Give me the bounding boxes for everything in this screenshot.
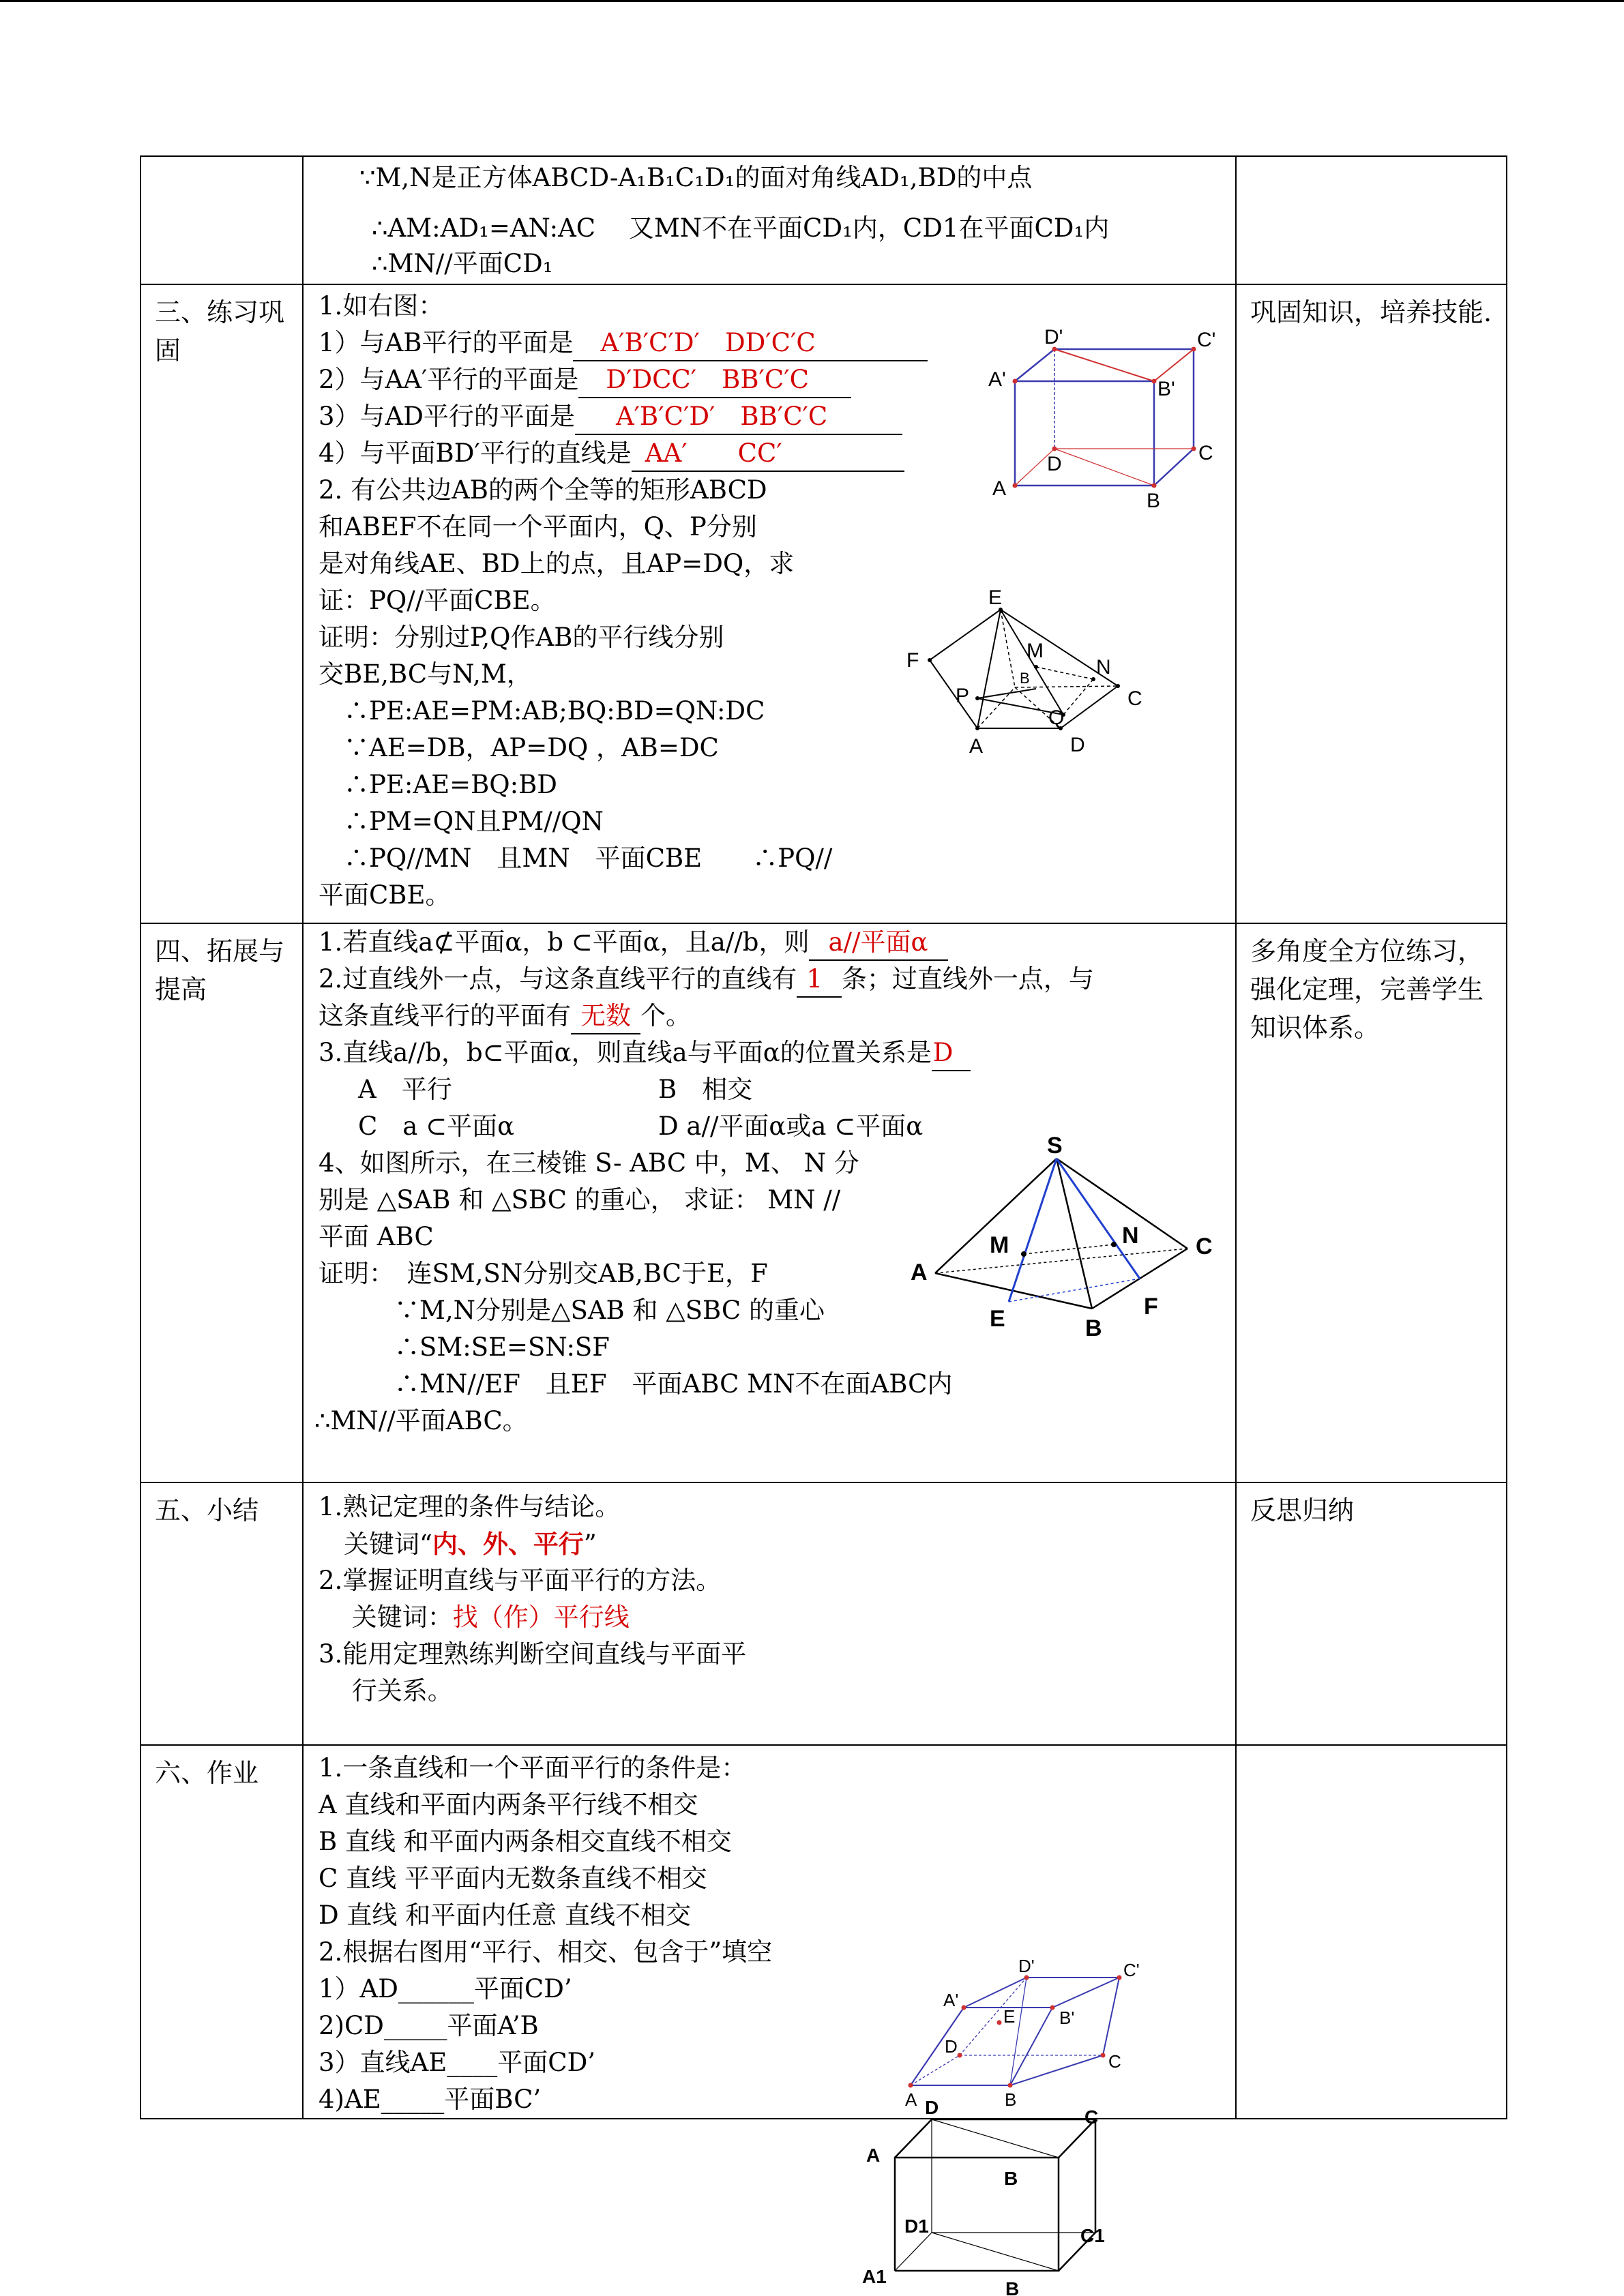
para-label: A	[905, 2089, 917, 2107]
row-side-cell	[1236, 156, 1507, 284]
top-border-line	[0, 0, 1624, 2]
hw-line: B 直线 和平面内两条相交直线不相交	[319, 1827, 732, 1856]
cube-label: D'	[1044, 326, 1063, 348]
side-note-summary: 反思归纳	[1250, 1495, 1355, 1525]
hw-line: 2.根据右图用“平行、相交、包含于”填空	[319, 1937, 773, 1967]
q2-line: 和ABEF不在同一个平面内，Q、P分别	[319, 512, 757, 541]
prism-label: F	[906, 649, 919, 672]
pyramid-label: S	[1047, 1133, 1063, 1159]
row-label-cell	[141, 284, 303, 923]
summary-line-4: 行关系。	[319, 1676, 453, 1705]
para-label: B'	[1059, 2008, 1075, 2028]
hw-line: C 直线 平平面内无数条直线不相交	[319, 1864, 707, 1893]
prism-label: C	[1127, 687, 1142, 710]
hw-line: D 直线 和平面内任意 直线不相交	[319, 1900, 691, 1930]
hw-line: A 直线和平面内两条平行线不相交	[319, 1790, 698, 1819]
cube-label: B'	[1157, 378, 1175, 400]
bottom-cube-label: A1	[862, 2266, 887, 2287]
pyramid-label: B	[1085, 1315, 1102, 1341]
prism-label: P	[956, 685, 970, 707]
q2-line: 证：PQ//平面CBE。	[319, 586, 556, 615]
para-label: D'	[1018, 1957, 1035, 1976]
row-content-cell	[303, 1482, 1236, 1745]
pyramid-label: F	[1144, 1294, 1158, 1320]
para-label: B	[1005, 2089, 1017, 2107]
prism-label: N	[1096, 656, 1111, 679]
q2-line: ∴PE:AE=BQ:BD	[319, 770, 557, 799]
cube-label: A'	[988, 368, 1006, 391]
cube-figure	[958, 319, 1231, 510]
ext-option-b: B 相交	[658, 1075, 753, 1104]
ext-q1: 1.若直线a⊄平面α，b ⊂平面α，且a//b，则 a//平面α	[319, 925, 948, 961]
bottom-cube-label: C1	[1080, 2225, 1105, 2246]
cube-label: B	[1147, 490, 1161, 510]
pyramid-label: E	[990, 1306, 1005, 1332]
pyramid-label: N	[1122, 1223, 1139, 1249]
q2-line: ∴PM=QN且PM//QN	[319, 807, 604, 836]
side-note-extension: 多角度全方位练习，强化定理，完善学生知识体系。	[1250, 936, 1484, 1043]
table-row-practice	[141, 284, 1507, 923]
hw-line: 1.一条直线和一个平面平行的条件是：	[319, 1753, 747, 1783]
para-label: A'	[943, 1990, 959, 2010]
ext-q4-line: 别是 △SAB 和 △SBC 的重心， 求证： MN //	[319, 1185, 841, 1214]
para-label: C'	[1123, 1960, 1140, 1980]
ext-q4-line: 平面 ABC	[319, 1222, 434, 1251]
bottom-cube-label: D1	[904, 2216, 929, 2237]
section-label-practice: 三、练习巩固	[155, 297, 285, 366]
cube-label: C'	[1197, 329, 1216, 351]
hw-line: 1）AD______平面CD’	[319, 1974, 572, 2003]
section-label-summary: 五、小结	[155, 1495, 259, 1525]
ext-q4-line: ∵M,N分别是△SAB 和 △SBC 的重心	[319, 1296, 825, 1325]
ext-q2-line2: 这条直线平行的平面有 无数 个。	[319, 999, 691, 1034]
summary-line-2: 2.掌握证明直线与平面平行的方法。	[319, 1566, 722, 1595]
ext-q4-line: ∴MN//平面ABC。	[314, 1406, 528, 1435]
ext-q4-line: 4、如图所示，在三棱锥 S- ABC 中，M、 N 分	[319, 1148, 859, 1178]
ext-option-d: D a//平面α或a ⊂平面α	[658, 1112, 924, 1141]
table-row-summary	[141, 1482, 1507, 1745]
prism-label: D	[1070, 734, 1085, 756]
bottom-cube-label: B	[1005, 2278, 1020, 2296]
lesson-table	[140, 155, 1507, 2119]
parallelepiped-figure	[890, 1957, 1177, 2107]
row-content-cell	[303, 284, 1236, 923]
prism-label: E	[988, 586, 1003, 609]
para-label: E	[1003, 2006, 1016, 2027]
table-row-continuation	[141, 156, 1507, 284]
section-label-extension: 四、拓展与提高	[155, 936, 285, 1004]
row-label-cell	[141, 1482, 303, 1745]
row-side-cell	[1236, 284, 1507, 923]
q2-line: ∵AE=DB，AP=DQ ，AB=DC	[319, 733, 719, 762]
cube-label: D	[1047, 453, 1062, 475]
row-side-cell	[1236, 1745, 1507, 2119]
prism-label: M	[1027, 640, 1044, 662]
row-content-cell	[303, 923, 1236, 1482]
q1-item-1: 1）与AB平行的平面是 A′B′C′D′ DD′C′C	[319, 326, 928, 361]
hw-line: 2)CD_____平面A’B	[319, 2011, 539, 2040]
row-side-cell	[1236, 923, 1507, 1482]
proof-line-1: ∵M,N是正方体ABCD-A₁B₁C₁D₁的面对角线AD₁,BD的中点	[359, 163, 1033, 192]
ext-q2-line1: 2.过直线外一点，与这条直线平行的直线有 1 条；过直线外一点，与	[319, 962, 1094, 998]
row-label-cell	[141, 923, 303, 1482]
bottom-cube-label: A	[866, 2145, 881, 2166]
section-label-homework: 六、作业	[155, 1758, 259, 1788]
table-row-extension	[141, 923, 1507, 1482]
bottom-cube-label: B	[1004, 2168, 1018, 2189]
proof-line-2: ∴AM:AD₁=AN:AC 又MN不在平面CD₁内，CD1在平面CD₁内	[372, 213, 1110, 243]
pyramid-label: A	[911, 1259, 928, 1285]
summary-keyword-2: 关键词：找（作）平行线	[319, 1602, 630, 1632]
summary-line-1: 1.熟记定理的条件与结论。	[319, 1492, 621, 1521]
summary-keyword-1: 关键词“内、外、平行”	[319, 1529, 597, 1559]
hw-line: 3）直线AE____平面CD’	[319, 2048, 596, 2077]
row-content-cell	[303, 156, 1236, 284]
prism-label: Q	[1048, 706, 1065, 729]
ext-option-c: C a ⊂平面α	[358, 1112, 515, 1141]
ext-q4-line: ∴MN//EF 且EF 平面ABC MN不在面ABC内	[319, 1369, 953, 1399]
ext-option-a: A 平行	[358, 1075, 452, 1104]
proof-line-3: ∴MN//平面CD₁	[372, 249, 553, 278]
prism-label: B	[1020, 670, 1030, 687]
pyramid-label: C	[1196, 1234, 1213, 1259]
row-label-cell	[141, 1745, 303, 2119]
para-label: C	[1108, 2051, 1121, 2072]
prism-figure	[902, 585, 1189, 776]
ext-q4-line: ∴SM:SE=SN:SF	[319, 1332, 610, 1362]
para-label: D	[945, 2036, 958, 2057]
ext-q3: 3.直线a//b，b⊂平面α，则直线a与平面α的位置关系是D	[319, 1036, 971, 1071]
summary-line-3: 3.能用定理熟练判断空间直线与平面平	[319, 1639, 747, 1669]
cube-label: C	[1198, 442, 1213, 464]
row-label-cell	[141, 156, 303, 284]
q1-item-4: 4）与平面BD′平行的直线是 AA′ CC′	[319, 436, 904, 472]
q2-line: 2. 有公共边AB的两个全等的矩形ABCD	[319, 475, 767, 505]
q2-line: 平面CBE。	[319, 880, 451, 910]
q2-line: ∴PE:AE=PM:AB;BQ:BD=QN:DC	[319, 696, 765, 726]
bottom-cube-label: C	[1084, 2106, 1099, 2128]
table-row-homework	[141, 1745, 1507, 2119]
q2-line: ∴PQ//MN 且MN 平面CBE ∴PQ//	[319, 844, 833, 873]
row-side-cell	[1236, 1482, 1507, 1745]
q2-line: 是对角线AE、BD上的点，且AP=DQ，求	[319, 549, 795, 578]
row-content-cell	[303, 1745, 1236, 2119]
bottom-cube-label: D	[925, 2099, 939, 2118]
hw-line: 4)AE_____平面BC’	[319, 2085, 542, 2114]
prism-label: A	[969, 735, 984, 758]
q1-title: 1.如右图：	[319, 291, 444, 320]
q2-line: 交BE,BC与N,M，	[319, 659, 532, 689]
pyramid-figure	[887, 1129, 1228, 1367]
bottom-cube-figure	[853, 2099, 1125, 2296]
ext-q4-line: 证明： 连SM,SN分别交AB,BC于E，F	[319, 1259, 768, 1288]
side-note-practice: 巩固知识，培养技能.	[1250, 297, 1492, 327]
q2-line: 证明：分别过P,Q作AB的平行线分别	[319, 623, 724, 652]
cube-label: A	[992, 477, 1007, 500]
q1-item-3: 3）与AD平行的平面是 A′B′C′D′ BB′C′C	[319, 400, 902, 435]
pyramid-label: M	[990, 1232, 1009, 1258]
q1-item-2: 2）与AA′平行的平面是 D′DCC′ BB′C′C	[319, 363, 851, 398]
